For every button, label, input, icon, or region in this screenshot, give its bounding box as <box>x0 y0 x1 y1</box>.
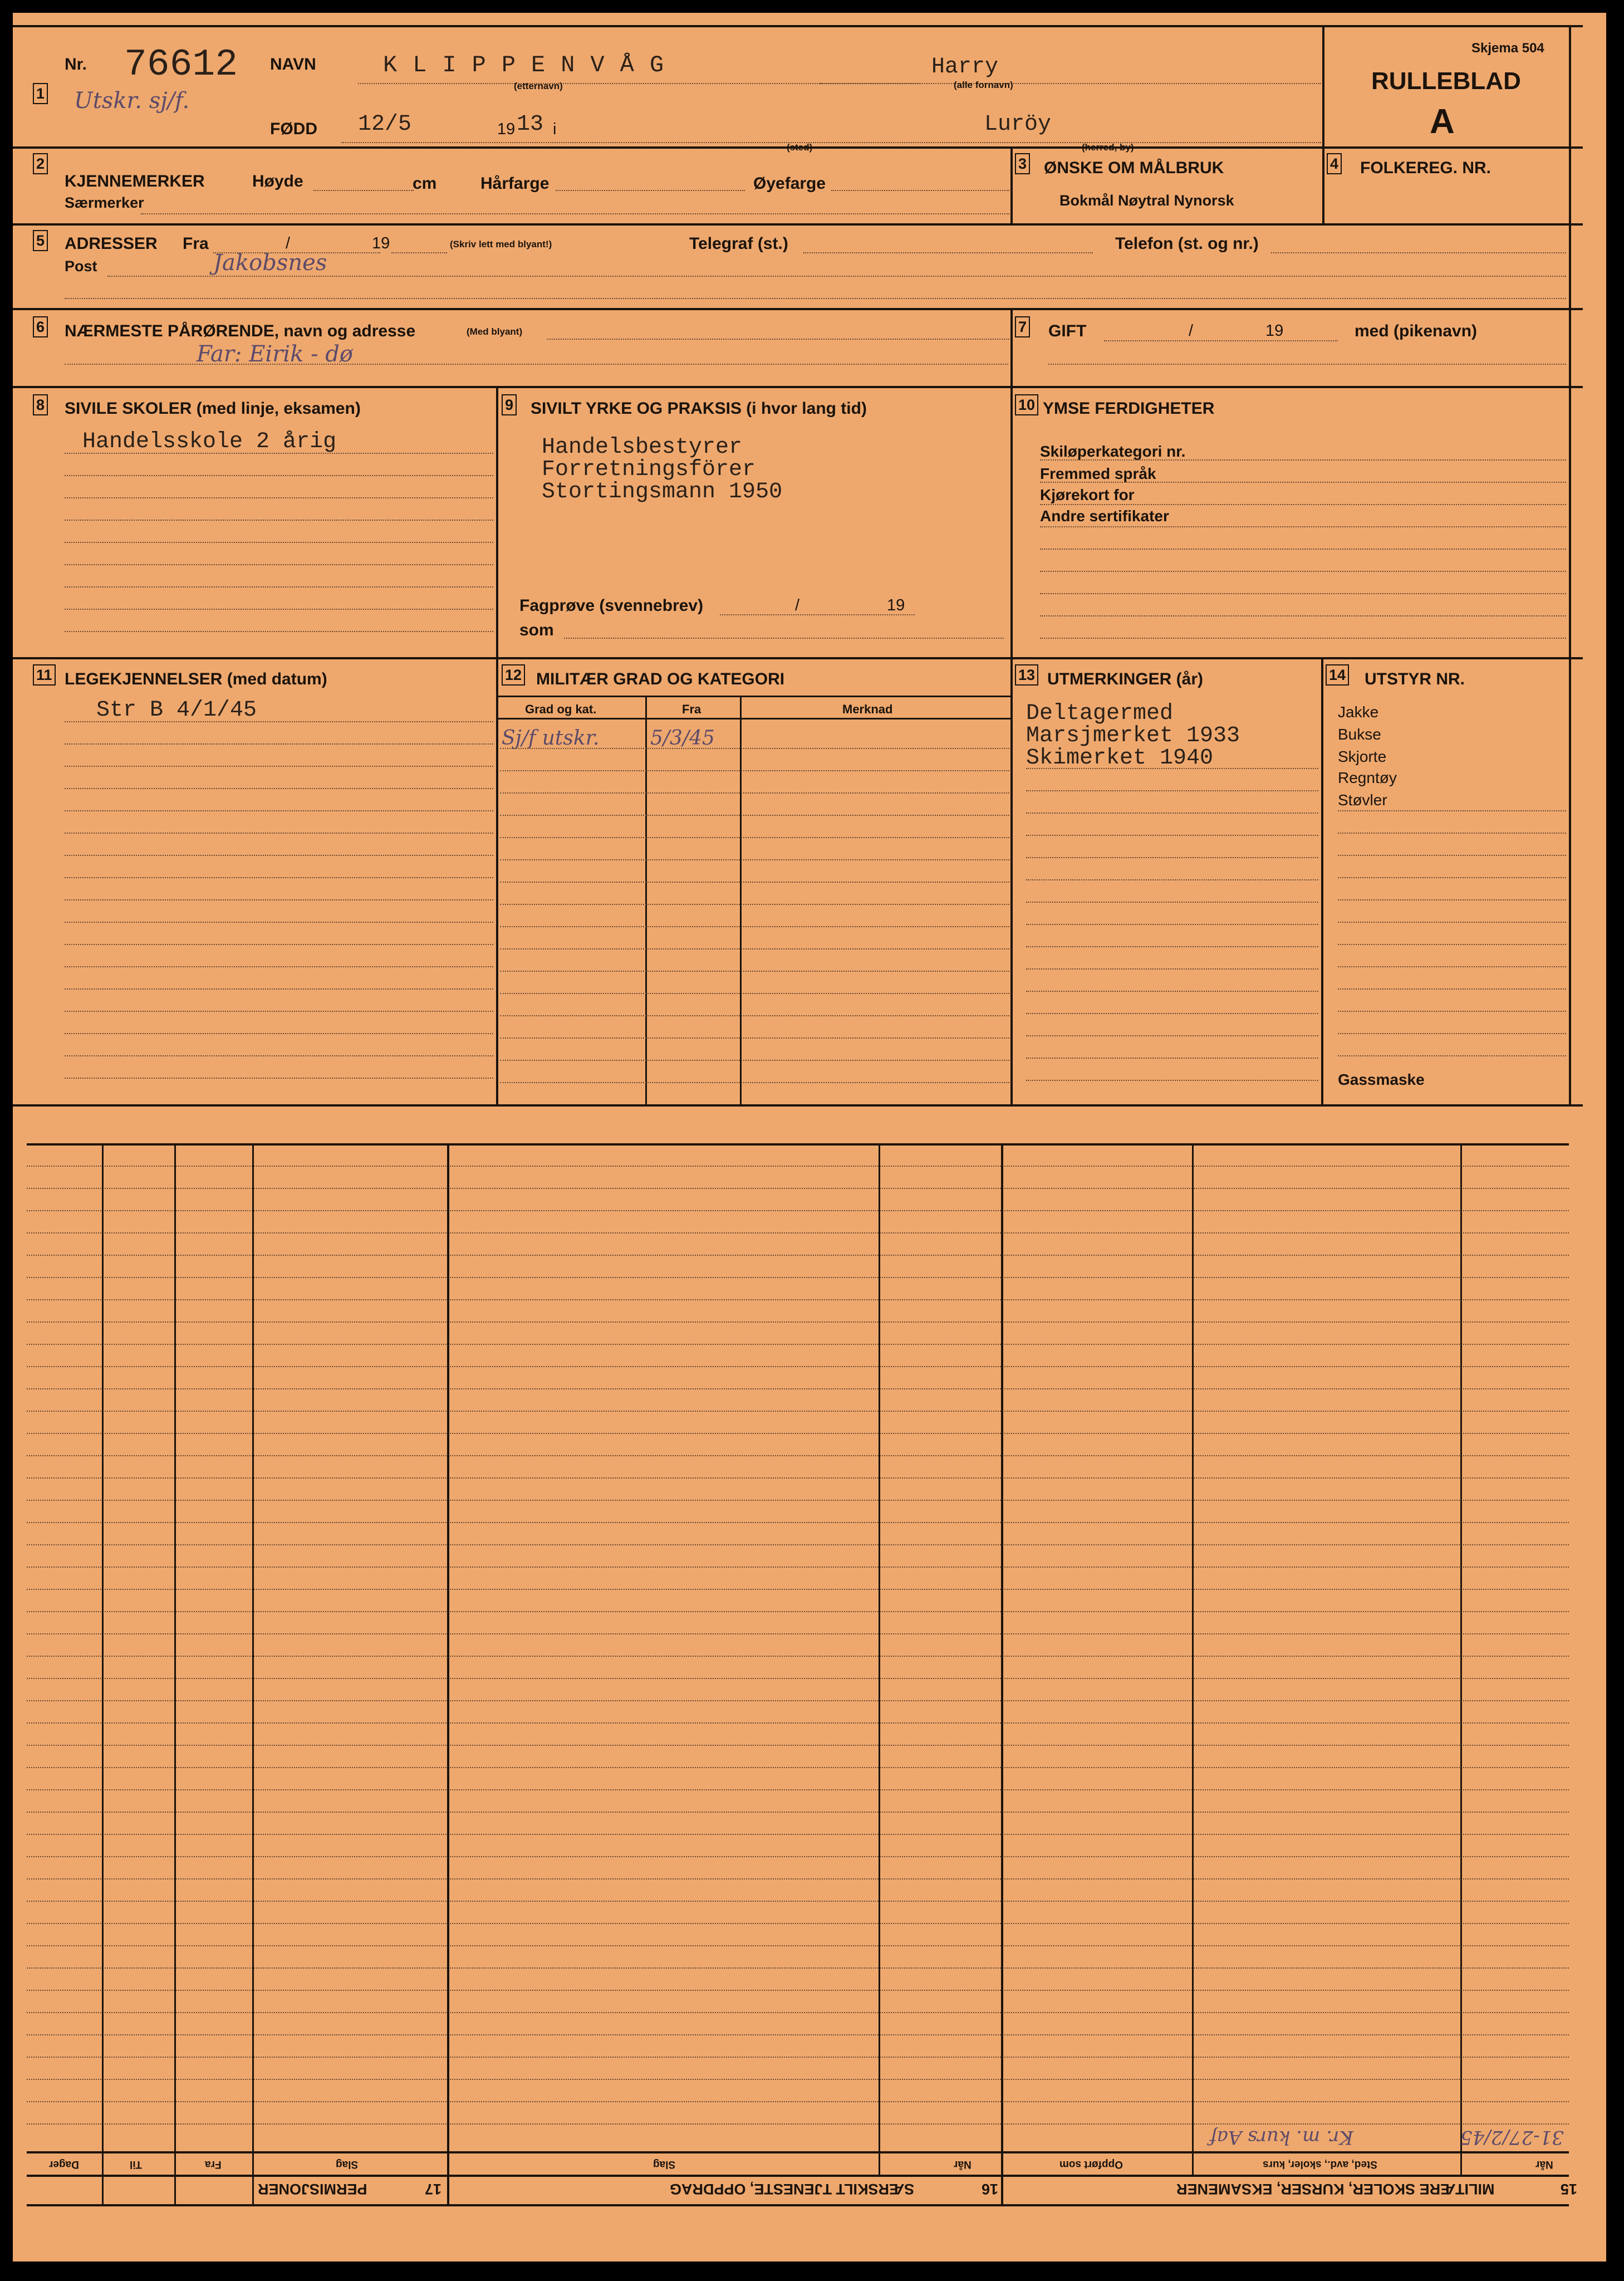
herred-value: Luröy <box>984 112 1052 137</box>
row6-border <box>13 1104 1583 1107</box>
gift-19: 19 <box>1265 322 1284 340</box>
ruled-line <box>27 1767 1569 1768</box>
ruled-line <box>65 922 493 923</box>
ruled-line <box>27 2123 1569 2125</box>
malbruk-options[interactable]: Bokmål Nøytral Nynorsk <box>1059 192 1234 209</box>
section-2-number: 2 <box>33 153 48 174</box>
s16-col-slag: Slag <box>653 2158 676 2170</box>
section-4-number: 4 <box>1327 153 1342 174</box>
ruled-line <box>27 1589 1569 1590</box>
handwritten-fra: 5/3/45 <box>650 727 715 750</box>
ruled-line <box>500 748 1009 749</box>
ruled-line <box>27 1255 1569 1256</box>
nr-label: Nr. <box>65 55 87 74</box>
top-border <box>13 25 1583 27</box>
militaer-grad-title: MILITÆR GRAD OG KATEGORI <box>536 670 785 688</box>
fra-label: Fra <box>183 234 209 253</box>
section-11-number: 11 <box>33 664 56 686</box>
ruled-line <box>65 877 493 878</box>
ruled-line <box>1040 593 1566 594</box>
saermerker-label: Særmerker <box>65 194 144 211</box>
ymse-item-3: Kjørekort for <box>1040 486 1135 503</box>
ruled-line <box>65 542 493 543</box>
ruled-line <box>27 1522 1569 1523</box>
ruled-line <box>500 837 1009 838</box>
ruled-line <box>27 1945 1569 1946</box>
utmerkinger-title: UTMERKINGER (år) <box>1047 670 1204 688</box>
handwritten-kurs: Kr. m. kurs Aaf <box>1210 2126 1353 2148</box>
s17-title: PERMISJONER <box>258 2181 367 2197</box>
ruled-line <box>27 1834 1569 1835</box>
header-divider <box>1322 25 1324 159</box>
ruled-line <box>1338 1033 1566 1034</box>
ruled-line <box>1040 459 1566 461</box>
ruled-line <box>27 2101 1569 2102</box>
ruled-line <box>27 1366 1569 1367</box>
ruled-line <box>500 1015 1009 1016</box>
ruled-line <box>65 810 493 811</box>
section-3-number: 3 <box>1015 153 1030 174</box>
adresse-19: 19 <box>372 234 390 252</box>
ruled-line <box>65 788 493 789</box>
row4-border <box>13 386 1583 388</box>
col-divider-1 <box>496 386 498 1104</box>
row3-border <box>13 308 1583 310</box>
malbruk-title: ØNSKE OM MÅLBRUK <box>1044 159 1224 177</box>
ruled-line <box>65 899 493 900</box>
ruled-line <box>1338 833 1566 834</box>
ruled-line <box>65 631 493 632</box>
ruled-line <box>1026 1035 1318 1036</box>
section-9-number: 9 <box>502 394 517 415</box>
ruled-line <box>65 988 493 990</box>
ruled-line <box>500 993 1009 994</box>
section-13-number: 13 <box>1015 664 1038 686</box>
ruled-line <box>27 1700 1569 1701</box>
ruled-line <box>1026 835 1318 836</box>
ruled-line <box>1026 1058 1318 1059</box>
ruled-line <box>1026 790 1318 791</box>
ruled-line <box>500 859 1009 860</box>
ruled-line <box>65 453 493 454</box>
ruled-line <box>1026 968 1318 970</box>
ruled-line <box>65 944 493 945</box>
navn-label: NAVN <box>270 55 316 74</box>
ruled-line <box>65 833 493 834</box>
s15-col-oppfort: Oppført som <box>1059 2158 1123 2170</box>
col-fra-header: Fra <box>682 702 701 716</box>
section-6-number: 6 <box>33 316 48 337</box>
section-14-number: 14 <box>1326 664 1349 686</box>
ruled-line <box>65 1078 493 1079</box>
handwritten-grad: Sj/f utskr. <box>502 727 600 750</box>
ruled-line <box>27 1210 1569 1211</box>
ruled-line <box>500 926 1009 927</box>
row2-border <box>13 223 1583 226</box>
ruled-line <box>1338 1055 1566 1056</box>
folkereg-title: FOLKEREG. NR. <box>1360 159 1491 177</box>
ruled-line <box>1338 899 1566 900</box>
section-7-number: 7 <box>1015 316 1030 337</box>
fodd-label: FØDD <box>270 120 317 138</box>
yrke-entry-1: Handelsbestyrer <box>542 435 743 460</box>
s17-col-dager: Dager <box>49 2158 79 2170</box>
kjennemerker-label: KJENNEMERKER <box>65 172 205 190</box>
col-grad-header: Grad og kat. <box>525 702 597 716</box>
ruled-line <box>27 1388 1569 1389</box>
ruled-line <box>1338 922 1566 923</box>
ruled-line <box>1338 855 1566 856</box>
ruled-line <box>1040 615 1566 616</box>
s16-title: SÆRSKILT TJENESTE, OPPDRAG <box>670 2181 915 2197</box>
ruled-line <box>27 1678 1569 1679</box>
ruled-line <box>27 2034 1569 2035</box>
ruled-line <box>1026 1013 1318 1014</box>
ruled-line <box>27 1901 1569 1902</box>
gift-med-label: med (pikenavn) <box>1355 322 1478 340</box>
s15-title: MILITÆRE SKOLER, KURSER, EKSAMENER <box>1176 2181 1495 2197</box>
ruled-line <box>65 855 493 856</box>
row5-border <box>13 657 1583 659</box>
ruled-line <box>500 815 1009 816</box>
herred-hint: (herred, by) <box>1082 142 1134 153</box>
col-merknad-header: Merknad <box>842 702 893 716</box>
ruled-line <box>1040 526 1566 527</box>
ruled-line <box>27 1344 1569 1345</box>
ruled-line <box>27 1923 1569 1924</box>
form-letter: A <box>1430 102 1455 141</box>
ruled-line <box>27 1789 1569 1790</box>
handwritten-rank: Utskr. sj/f. <box>74 88 190 114</box>
ymse-item-2: Fremmed språk <box>1040 465 1156 482</box>
gassmaske-label: Gassmaske <box>1338 1071 1425 1088</box>
section-8-number: 8 <box>33 394 48 415</box>
ruled-line <box>65 766 493 767</box>
ruled-line <box>65 497 493 498</box>
ruled-line <box>65 609 493 610</box>
ruled-line <box>1026 768 1318 769</box>
section-1-number: 1 <box>33 83 48 104</box>
ruled-line <box>27 1745 1569 1746</box>
gift-label: GIFT <box>1048 322 1087 340</box>
fodd-year-prefix: 19 <box>497 120 516 138</box>
ruled-line <box>65 520 493 521</box>
ruled-line <box>65 743 493 745</box>
s16-col-nar: Når <box>954 2158 972 2170</box>
fornavn-value: Harry <box>931 55 999 80</box>
ruled-line <box>27 1232 1569 1233</box>
parorende-title: NÆRMESTE PÅRØRENDE, navn og adresse <box>65 322 416 340</box>
oyefarge-label: Øyefarge <box>753 174 826 193</box>
utmerking-entry-2: Marsjmerket 1933 <box>1026 723 1240 748</box>
hoyde-label: Høyde <box>252 172 303 190</box>
ruled-line <box>27 1411 1569 1412</box>
ruled-line <box>27 1544 1569 1545</box>
ruled-line <box>1338 988 1566 990</box>
etternavn-hint: (etternavn) <box>514 81 563 91</box>
harfarge-label: Hårfarge <box>480 174 549 193</box>
ruled-line <box>65 1055 493 1056</box>
ruled-line <box>27 1812 1569 1813</box>
fodd-year: 13 <box>517 112 544 137</box>
ruled-line <box>1338 1011 1566 1012</box>
ruled-line <box>500 882 1009 883</box>
ruled-line <box>27 1433 1569 1434</box>
right-border <box>1569 25 1571 1105</box>
ruled-line <box>27 1455 1569 1456</box>
telegraf-label: Telegraf (st.) <box>689 234 788 253</box>
fagprove-19: 19 <box>887 596 905 614</box>
adresse-slash: / <box>286 234 291 252</box>
ruled-line <box>27 1299 1569 1300</box>
fornavn-hint: (alle fornavn) <box>954 80 1013 90</box>
ruled-line <box>27 1656 1569 1657</box>
form-title: RULLEBLAD <box>1371 67 1521 95</box>
ruled-line <box>27 1500 1569 1501</box>
handwritten-post: Jakobsnes <box>213 250 327 276</box>
handwritten-kurs-dato: 31-27/2/45 <box>1460 2126 1564 2148</box>
ruled-line <box>500 1037 1009 1039</box>
ruled-line <box>500 1082 1009 1083</box>
ruled-line <box>27 1722 1569 1724</box>
ruled-line <box>1338 810 1566 811</box>
s17-col-til: Til <box>130 2158 142 2170</box>
post-label: Post <box>65 258 97 275</box>
ruled-line <box>1026 812 1318 814</box>
utstyr-item-2: Bukse <box>1338 726 1381 743</box>
ruled-line <box>27 2079 1569 2080</box>
utstyr-item-3: Skjorte <box>1338 748 1387 765</box>
fagprove-som-label: som <box>519 621 554 639</box>
s15-col-sted: Sted, avd., skoler, kurs <box>1263 2158 1377 2170</box>
ruled-line <box>1040 504 1566 505</box>
adresser-label: ADRESSER <box>65 234 158 253</box>
col-divider-2 <box>1010 386 1013 1104</box>
utstyr-title: UTSTYR NR. <box>1365 670 1465 688</box>
gift-slash: / <box>1189 322 1194 340</box>
ruled-line <box>27 2057 1569 2058</box>
ruled-line <box>500 904 1009 905</box>
sivilt-yrke-title: SIVILT YRKE OG PRAKSIS (i hvor lang tid) <box>531 399 867 418</box>
utstyr-item-4: Regntøy <box>1338 769 1397 786</box>
ruled-line <box>1026 902 1318 903</box>
ruled-line <box>27 1477 1569 1479</box>
lower-ledger <box>13 1143 1606 2218</box>
parorende-note: (Med blyant) <box>467 326 523 337</box>
s15-col-nar: Når <box>1535 2158 1553 2170</box>
handwritten-parorende: Far: Eirik - dø <box>197 341 353 367</box>
ruled-line <box>27 1611 1569 1612</box>
utmerking-entry-3: Skimerket 1940 <box>1026 746 1214 771</box>
ruled-line <box>1040 638 1566 639</box>
ruled-line <box>65 475 493 476</box>
cm-label: cm <box>413 174 437 193</box>
ymse-item-4: Andre sertifikater <box>1040 507 1169 525</box>
yrke-entry-3: Stortingsmann 1950 <box>542 479 783 505</box>
telefon-label: Telefon (st. og nr.) <box>1115 234 1259 253</box>
utstyr-item-1: Jakke <box>1338 703 1379 721</box>
utstyr-item-5: Støvler <box>1338 791 1387 809</box>
fodd-i: i <box>553 120 557 138</box>
ruled-line <box>1338 877 1566 878</box>
nr-value: 76612 <box>124 43 238 86</box>
ymse-title: YMSE FERDIGHETER <box>1043 399 1215 418</box>
ruled-line <box>27 1633 1569 1634</box>
ruled-line <box>65 564 493 565</box>
sivile-skoler-entry-1: Handelsskole 2 årig <box>82 429 337 454</box>
ruled-line <box>500 948 1009 949</box>
ruled-line <box>27 1990 1569 1991</box>
ruled-line <box>27 1878 1569 1879</box>
ruled-line <box>1040 571 1566 572</box>
legekjennelse-entry-1: Str B 4/1/45 <box>96 698 257 723</box>
ruled-line <box>500 971 1009 972</box>
ruled-line <box>1026 879 1318 880</box>
ruled-line <box>65 966 493 967</box>
section-10-number: 10 <box>1015 394 1038 415</box>
rulleblad-form <box>13 13 1606 2262</box>
adresse-note: (Skriv lett med blyant!) <box>450 239 552 249</box>
ruled-line <box>1040 482 1566 483</box>
s17-number: 17 <box>425 2181 442 2197</box>
ruled-line <box>27 1166 1569 1167</box>
ruled-line <box>1026 857 1318 858</box>
ruled-line <box>500 1060 1009 1061</box>
sivile-skoler-title: SIVILE SKOLER (med linje, eksamen) <box>65 399 361 418</box>
ruled-line <box>1026 924 1318 925</box>
ruled-line <box>27 1277 1569 1278</box>
s16-number: 16 <box>982 2181 999 2197</box>
fagprove-slash: / <box>795 596 800 614</box>
ruled-line <box>1026 991 1318 992</box>
ruled-line <box>27 1188 1569 1189</box>
s17-col-fra: Fra <box>205 2158 222 2170</box>
legekjennelser-title: LEGEKJENNELSER (med datum) <box>65 670 327 688</box>
s17-col-slag: Slag <box>336 2158 359 2170</box>
section-12-number: 12 <box>502 664 525 686</box>
ymse-item-1: Skiløperkategori nr. <box>1040 443 1186 460</box>
ruled-line <box>65 721 493 722</box>
ruled-line <box>1026 1080 1318 1081</box>
ruled-line <box>27 2012 1569 2013</box>
ruled-line <box>27 1856 1569 1857</box>
ruled-line <box>65 1033 493 1034</box>
utmerking-entry-1: Deltagermed <box>1026 701 1174 726</box>
yrke-entry-2: Forretningsförer <box>542 457 756 482</box>
ruled-line <box>500 770 1009 771</box>
skjema-number: Skjema 504 <box>1471 41 1544 56</box>
fagprove-label: Fagprøve (svennebrev) <box>519 596 704 615</box>
ruled-line <box>65 586 493 588</box>
s15-number: 15 <box>1561 2181 1578 2197</box>
sted-hint: (sted) <box>787 142 813 153</box>
etternavn-value: KLIPPENVÅG <box>383 52 680 79</box>
ruled-line <box>1040 549 1566 550</box>
ruled-line <box>27 1321 1569 1323</box>
ruled-line <box>1338 944 1566 945</box>
ruled-line <box>1338 966 1566 967</box>
ruled-line <box>27 1967 1569 1969</box>
fodd-date: 12/5 <box>358 112 412 137</box>
ruled-line <box>500 792 1009 794</box>
ruled-line <box>65 1011 493 1012</box>
ruled-line <box>1026 946 1318 947</box>
ruled-line <box>27 1567 1569 1568</box>
section-5-number: 5 <box>33 230 48 251</box>
